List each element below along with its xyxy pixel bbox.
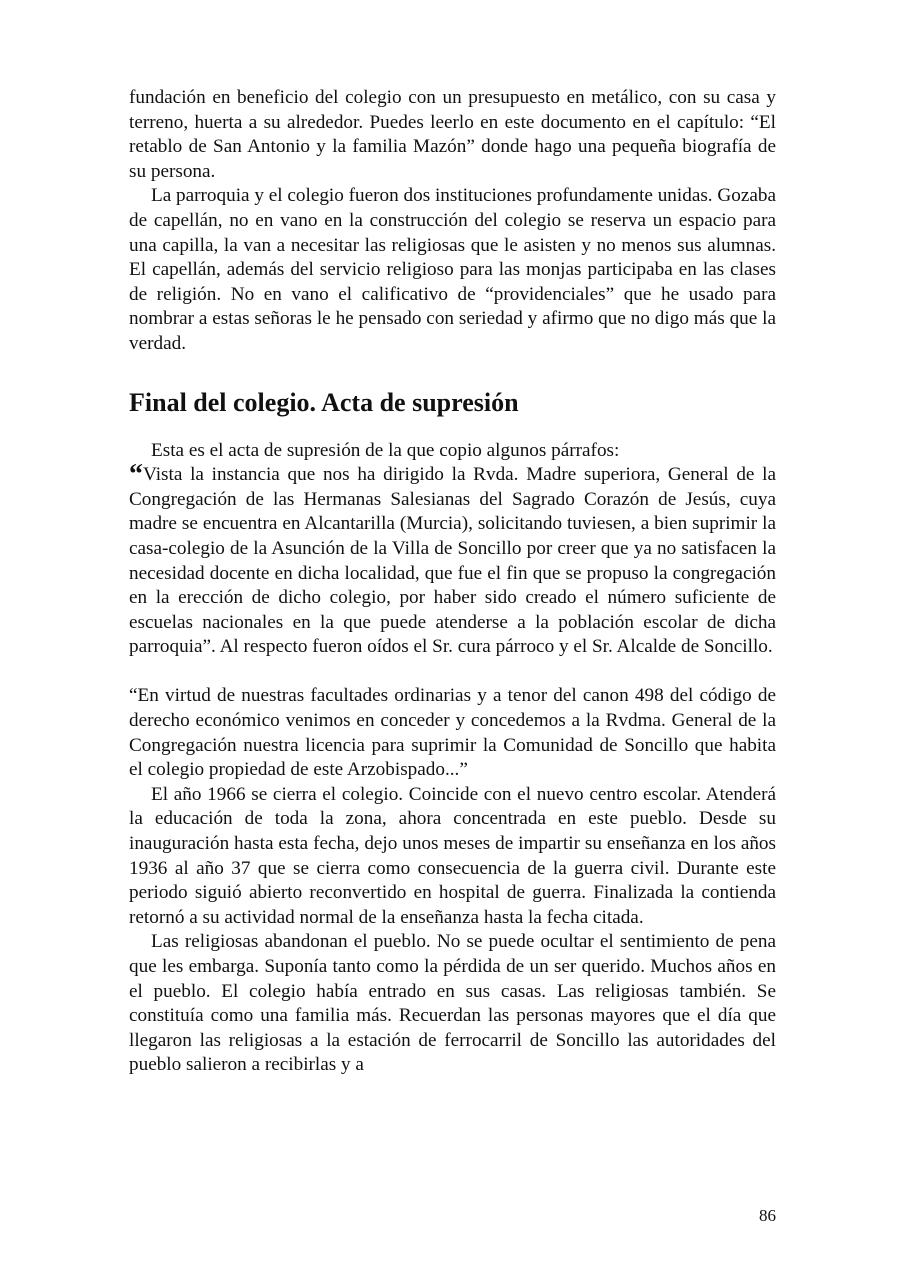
intro-paragraph: Esta es el acta de supresión de la que copio algunos párrafos:: [151, 439, 620, 461]
section-heading: Final del colegio. Acta de supresión: [129, 387, 519, 417]
quote-paragraph: [129, 459, 776, 660]
page-number: 86: [759, 1206, 776, 1225]
opening-quote-mark: “: [129, 459, 143, 491]
paragraph: La parroquia y el colegio fueron dos instituciones profundamente unidas. Gozaba de capellán, no en vano en la construcción del colegio se reserva un espacio para una capilla, la van a necesitar las religiosas que le asisten y no menos sus alumnas. El capellán, además del servicio religioso para las monjas participaba en las clases de religión. No en vano el calificativo de “providenciales” que he usado para nombrar a estas señoras le he pensado con seriedad y afirmo que no digo más que la verdad.: [129, 185, 776, 354]
paragraph: fundación en beneficio del colegio con un presupuesto en metálico, con su casa y terreno, huerta a su alrededor. Puedes leerlo en este documento en el capítulo: “El retablo de San Antonio y la familia Mazón” donde hago una pequeña biografía de su persona.: [129, 87, 776, 182]
blank-line: [129, 660, 776, 685]
paragraph: El año 1966 se cierra el colegio. Coincide con el nuevo centro escolar. Atenderá la educación de toda la zona, ahora concentrada en este pueblo. Desde su inauguración hasta esta fecha, dejo unos meses de impartir su enseñanza en los años 1936 al año 37 que se cierra como consecuencia de la guerra civil. Durante este periodo siguió abierto reconvertido en hospital de guerra. Finalizada la contienda retornó a su actividad normal de la enseñanza hasta la fecha citada.: [129, 783, 776, 928]
paragraph: Las religiosas abandonan el pueblo. No se puede ocultar el sentimiento de pena que les embarga. Suponía tanto como la pérdida de un ser querido. Muchos años en el pueblo. El colegio había entrado en sus casas. Las religiosas también. Se constituía como una familia más. Recuerdan las personas mayores que el día que llegaron las religiosas a la estación de ferrocarril de Soncillo las autoridades del pueblo salieron a recibirlas y a: [129, 931, 776, 1076]
quote-paragraph: “En virtud de nuestras facultades ordinarias y a tenor del canon 498 del código de derecho económico venimos en conceder y concedemos a la Rvdma. General de la Congregación nuestra licencia para suprimir la Comunidad de Soncillo que habita el colegio propiedad de este Arzobispado...”: [129, 685, 776, 781]
document-page: [129, 86, 776, 1078]
quote-text: Vista la instancia que nos ha dirigido la Rvda. Madre superiora, General de la Congregación de las Hermanas Salesianas del Sagrado Corazón de Jesús, cuya madre se encuentra en Alcantarilla (Murcia), solicitando tuviesen, a bien suprimir la casa-colegio de la Asunción de la Villa de Soncillo por creer que ya no satisfacen la necesidad docente en dicha localidad, que fue el fin que se propuso la congregación en la erección de dicho colegio, por haber sido creado el número suficiente de escuelas nacionales en la que puede atenderse a la población escolar de dicha parroquia”. Al respecto fueron oídos el Sr. cura párroco y el Sr. Alcalde de Soncillo.: [129, 464, 776, 658]
